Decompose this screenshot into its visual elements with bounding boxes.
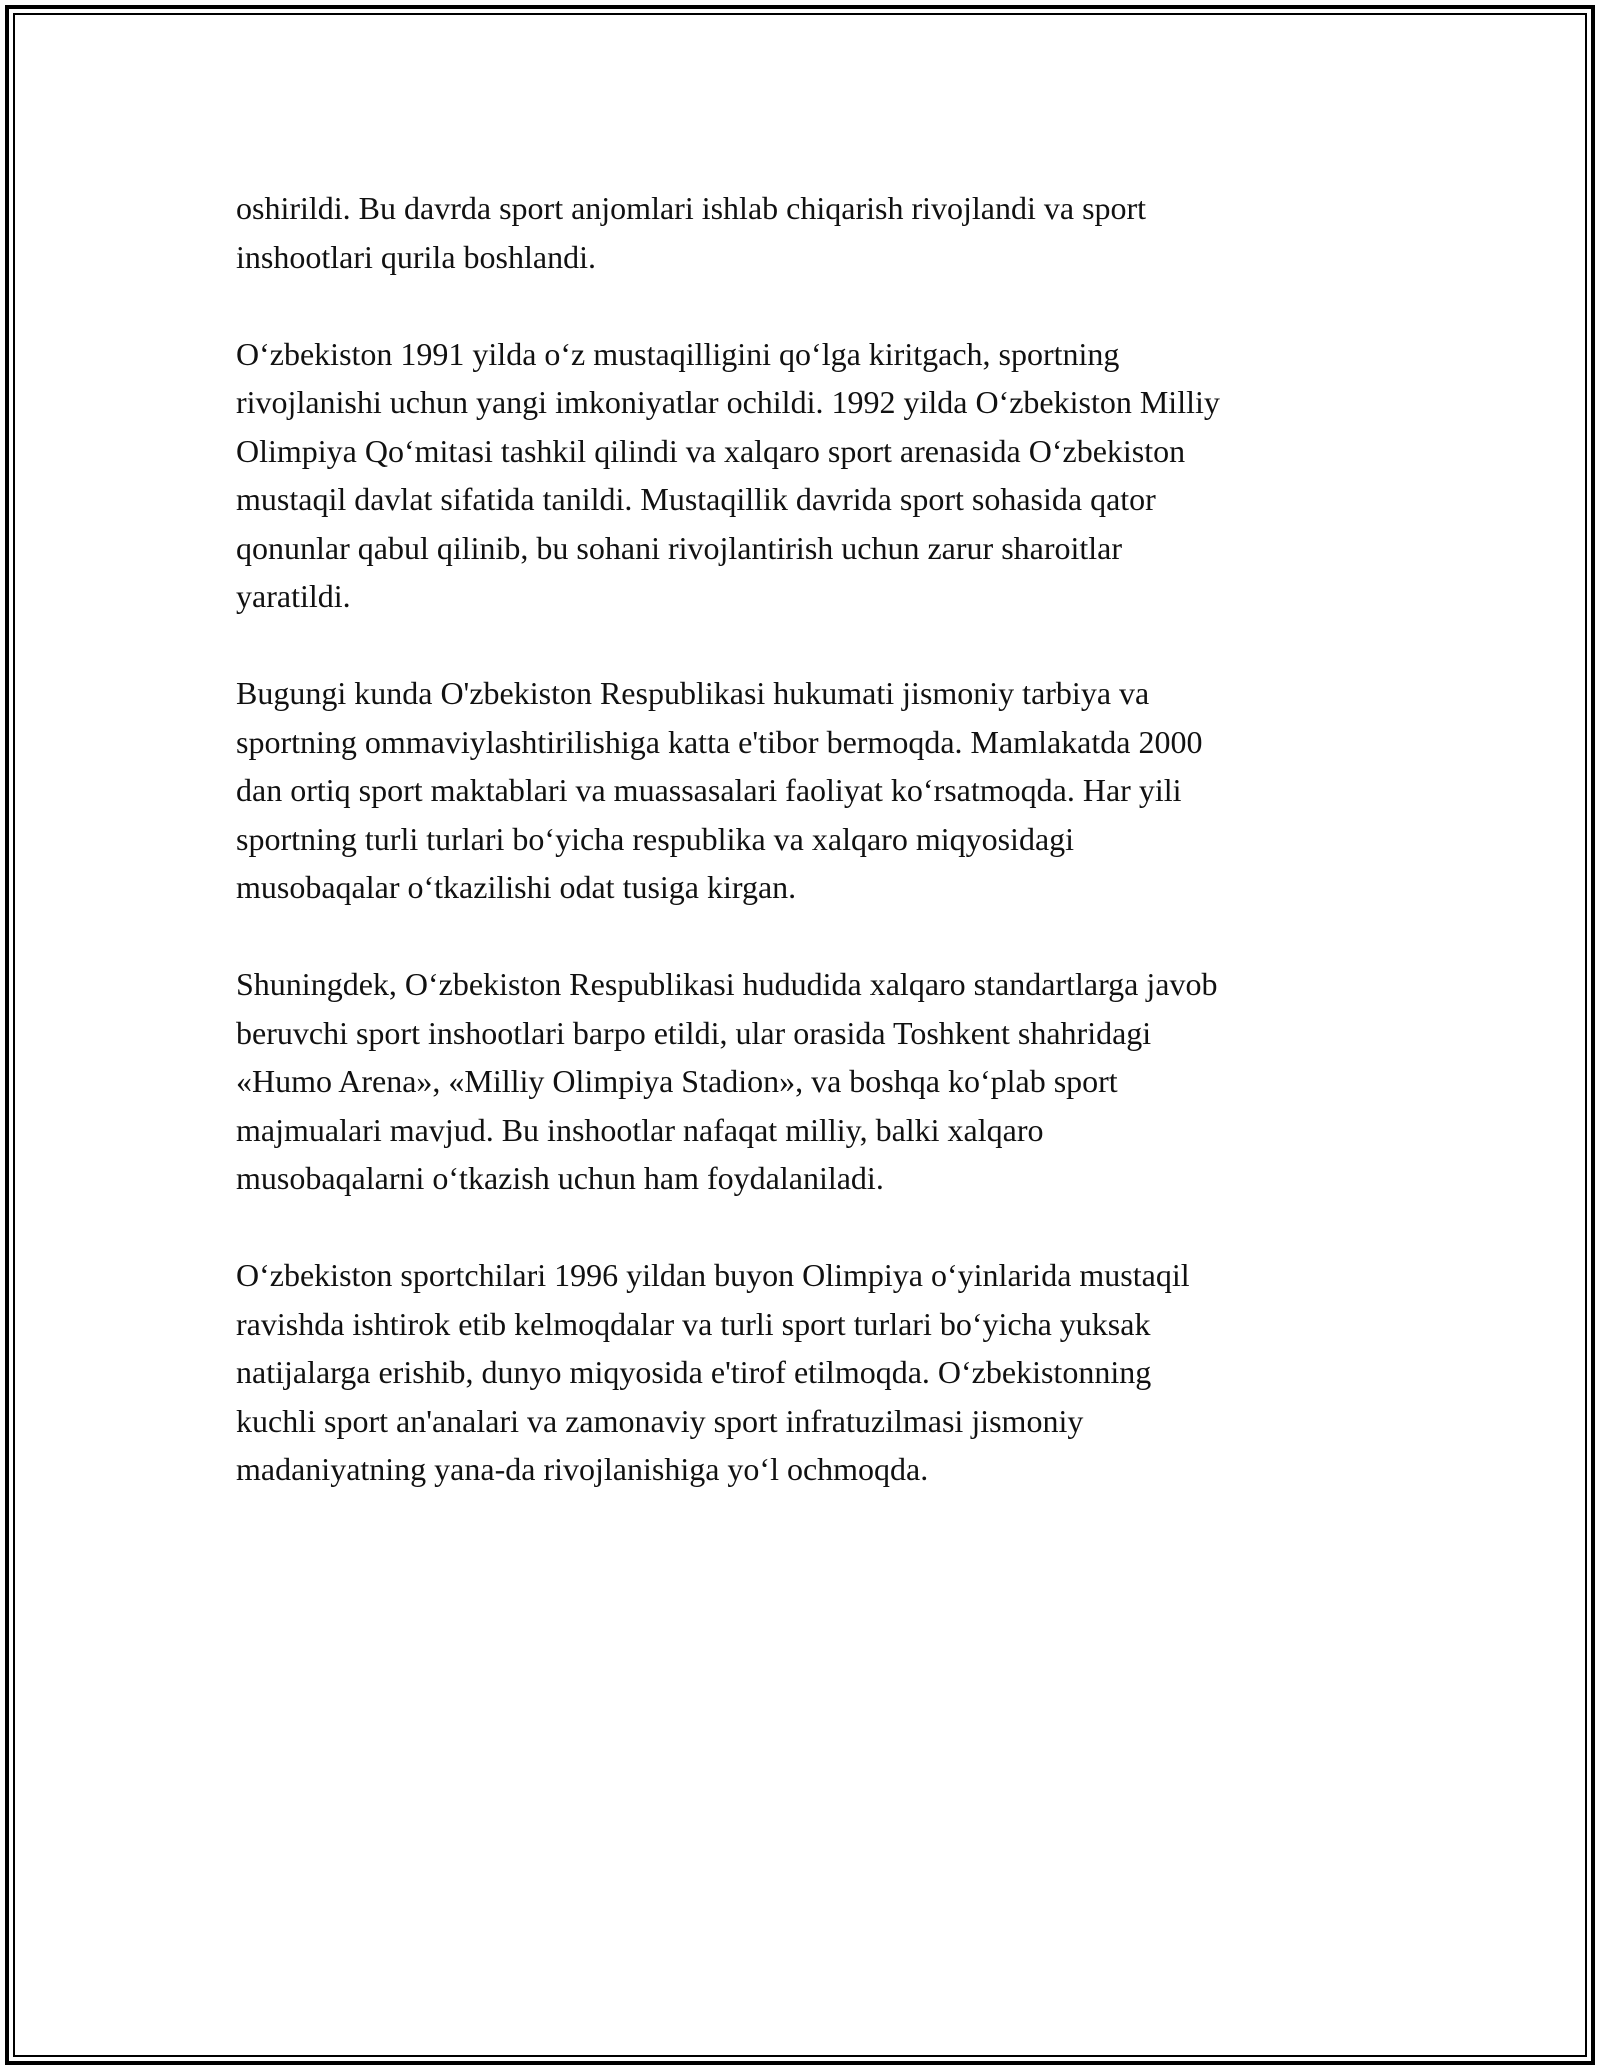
document-body xyxy=(236,184,1376,1542)
paragraph-2: O‘zbekiston 1991 yilda o‘z mustaqilligini qo‘lga kiritgach, sportning rivojlanishi uchun yangi imkoniyatlar ochildi. 1992 yilda O‘zbekiston Milliy Olimpiya Qo‘mitasi tashkil qilindi va xalqaro sport arenasida O‘zbekiston mustaqil davlat sifatida tanildi. Mustaqillik davrida sport sohasida qator qonunlar qabul qilinib, bu sohani rivojlantirish uchun zarur sharoitlar yaratildi. xyxy=(236,335,1220,614)
paragraph-1: oshirildi. Bu davrda sport anjomlari ishlab chiqarish rivojlandi va sport inshootlari qurila boshlandi. xyxy=(236,190,1147,275)
paragraph-5: O‘zbekiston sportchilari 1996 yildan buyon Olimpiya o‘yinlarida mustaqil ravishda ishtirok etib kelmoqdalar va turli sport turlari bo‘yicha yuksak natijalarga erishib, dunyo miqyosida e'tirof etilmoqda. O‘zbekistonning kuchli sport an'analari va zamonaviy sport infratuzilmasi jismoniy madaniyatning yana-da rivojlanishiga yo‘l ochmoqda. xyxy=(236,1257,1190,1487)
paragraph-4: Shuningdek, O‘zbekiston Respublikasi hududida xalqaro standartlarga javob beruvchi sport inshootlari barpo etildi, ular orasida Toshkent shahridagi «Humo Arena», «Milliy Olimpiya Stadion», va boshqa ko‘plab sport majmualari mavjud. Bu inshootlar nafaqat milliy, balki xalqaro musobaqalarni o‘tkazish uchun ham foydalaniladi. xyxy=(236,966,1218,1196)
paragraph-3: Bugungi kunda O'zbekiston Respublikasi hukumati jismoniy tarbiya va sportning ommaviylashtirilishiga katta e'tibor bermoqda. Mamlakatda 2000 dan ortiq sport maktablari va muassasalari faoliyat ko‘rsatmoqda. Har yili sportning turli turlari bo‘yicha respublika va xalqaro miqyosidagi musobaqalar o‘tkazilishi odat tusiga kirgan. xyxy=(236,675,1203,905)
